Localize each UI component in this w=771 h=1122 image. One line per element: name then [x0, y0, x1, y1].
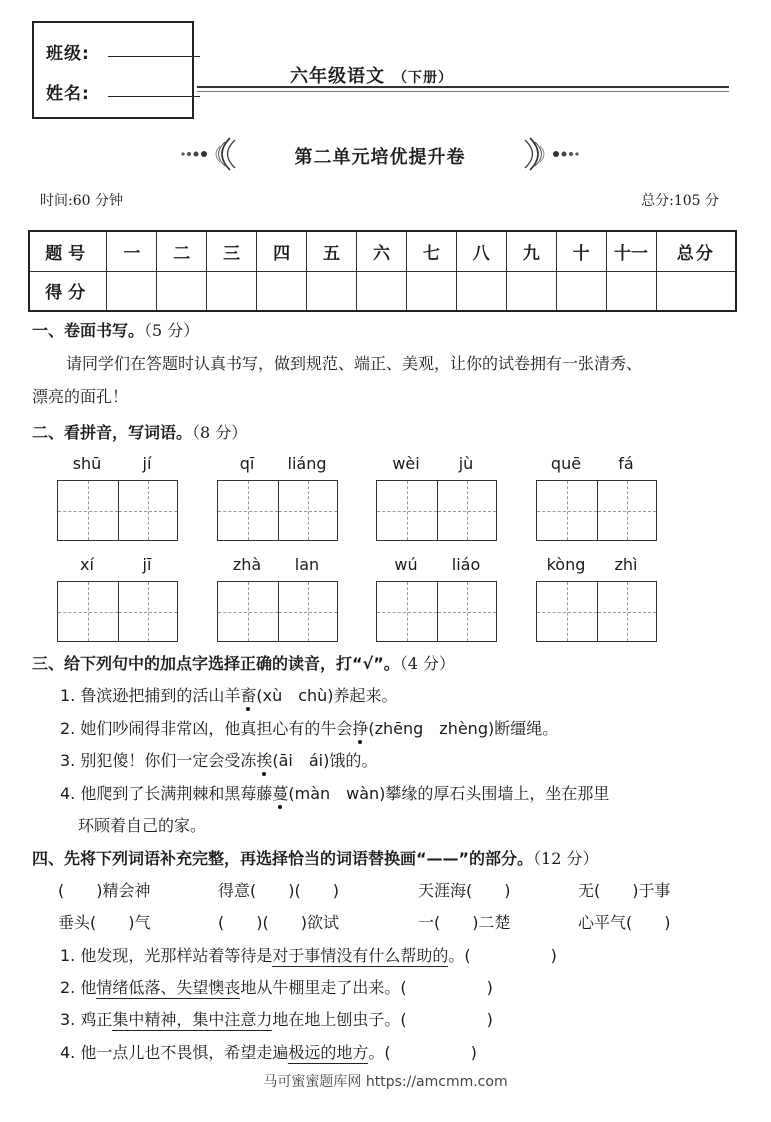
volume-label: （下册）	[393, 70, 453, 86]
score-cell[interactable]	[257, 271, 307, 311]
sentence-text: 4. 他一点儿也不畏惧，希望走遍	[60, 1043, 289, 1062]
score-cell[interactable]	[406, 271, 456, 311]
reading-options[interactable]: (zhēng zhèng)断缰绳。	[368, 719, 559, 738]
q4-title: 四、先将下列词语补充完整，再选择恰当的词语替换画“——”的部分。	[32, 849, 534, 868]
idiom-blank[interactable]: 心平气( )	[578, 913, 671, 932]
reading-options[interactable]: (āi ái)饿的。	[272, 751, 378, 770]
q3-sentence-3	[60, 748, 377, 771]
writing-grid[interactable]	[536, 480, 657, 541]
idiom-blank[interactable]: 一( )二楚	[418, 913, 511, 932]
score-cell[interactable]	[207, 271, 257, 311]
answer-blank[interactable]: 。( )	[368, 1043, 477, 1062]
score-cell[interactable]	[456, 271, 506, 311]
pinyin: lan	[294, 555, 320, 574]
q2-heading	[32, 420, 247, 443]
row-label-questions: 题号	[29, 231, 107, 271]
score-cell-total[interactable]	[656, 271, 736, 311]
pinyin: kòng	[546, 555, 586, 574]
total-score: 总分:105 分	[641, 193, 719, 209]
q4-points: （12 分）	[533, 849, 599, 868]
q3-sentence-4-cont: 环顾着自己的家。	[78, 816, 207, 835]
q3-sentence-4	[60, 781, 609, 804]
q2-points: （8 分）	[192, 423, 248, 442]
writing-grid[interactable]	[376, 581, 497, 642]
score-cell[interactable]	[107, 271, 157, 311]
score-cell[interactable]	[157, 271, 207, 311]
col-header: 九	[506, 231, 556, 271]
score-cell[interactable]	[606, 271, 656, 311]
score-row	[29, 271, 736, 311]
reading-options[interactable]: (màn wàn)攀缘的厚石头围墙上，坐在那里	[288, 784, 610, 803]
dotted-char: 挨	[256, 751, 273, 770]
page-title	[290, 62, 453, 88]
q4-sentence-2	[60, 975, 493, 998]
q3-title: 三、给下列句中的加点字选择正确的读音，打“√”。	[32, 654, 400, 673]
col-header: 二	[157, 231, 207, 271]
sentence-text: 4. 他爬到了长满荆棘和黑莓藤	[60, 784, 273, 803]
class-row	[46, 39, 90, 64]
name-row	[46, 79, 90, 104]
pinyin-group	[57, 454, 178, 541]
pinyin: fá	[618, 454, 634, 473]
col-header: 十一	[606, 231, 656, 271]
pinyin: zhì	[614, 555, 638, 574]
idiom-blank[interactable]: 得意( )( )	[218, 881, 339, 900]
header-background	[200, 20, 730, 84]
answer-blank[interactable]: 地从牛棚里走了出来。( )	[240, 978, 493, 997]
pinyin-group	[376, 555, 497, 642]
pinyin: liáo	[451, 555, 481, 574]
q3-sentence-1	[60, 683, 398, 706]
idiom-blank[interactable]: ( )精会神	[58, 881, 151, 900]
col-header: 三	[207, 231, 257, 271]
col-header: 四	[257, 231, 307, 271]
q4-sentence-1	[60, 943, 557, 966]
unit-banner	[180, 130, 580, 176]
sentence-text: 2. 她们吵闹得非常凶，他真担心有的牛会	[60, 719, 353, 738]
pinyin-group	[536, 454, 657, 541]
col-header: 十	[556, 231, 606, 271]
answer-blank[interactable]: 。( )	[448, 946, 557, 965]
pinyin: jù	[458, 454, 474, 473]
sentence-text: 1. 鲁滨逊把捕到的活山羊	[60, 686, 241, 705]
row-label-score: 得分	[29, 271, 107, 311]
writing-grid[interactable]	[536, 581, 657, 642]
score-cell[interactable]	[307, 271, 357, 311]
underlined-phrase: 极远的地方	[288, 1043, 369, 1062]
q4-sentence-3	[60, 1007, 493, 1030]
student-info-box	[32, 21, 194, 119]
q3-heading	[32, 651, 455, 674]
q1-text-line2: 漂亮的面孔！	[32, 387, 129, 406]
q4-sentence-4	[60, 1040, 477, 1063]
pinyin-group	[217, 555, 338, 642]
underlined-phrase: 对于事情没有什么帮助的	[272, 946, 449, 965]
pinyin: xí	[80, 555, 94, 574]
pinyin: qī	[239, 454, 255, 473]
reading-options[interactable]: (xù chù)养起来。	[256, 686, 398, 705]
idiom-blank[interactable]: 无( )于事	[578, 881, 671, 900]
grade-subject: 六年级语文	[290, 66, 385, 87]
sentence-text: 1. 他发现，光那样站着等待是	[60, 946, 273, 965]
name-blank[interactable]	[108, 79, 200, 97]
q4-heading	[32, 846, 599, 869]
class-blank[interactable]	[108, 39, 200, 57]
score-cell[interactable]	[356, 271, 406, 311]
right-ornament-icon	[520, 134, 580, 174]
underlined-phrase: 集中精神，集中注意力	[112, 1010, 273, 1029]
col-header: 七	[406, 231, 456, 271]
col-header: 五	[307, 231, 357, 271]
pinyin: jī	[142, 555, 152, 574]
pinyin: jí	[142, 454, 152, 473]
writing-grid[interactable]	[57, 581, 178, 642]
q2-title: 二、看拼音，写词语。	[32, 423, 193, 442]
pinyin: zhà	[232, 555, 262, 574]
col-header: 六	[356, 231, 406, 271]
dotted-char: 蔓	[272, 784, 289, 803]
sentence-text: 2. 他	[60, 978, 97, 997]
pinyin-group	[217, 454, 338, 541]
pinyin-group	[57, 555, 178, 642]
q1-text-line1: 请同学们在答题时认真书写，做到规范、端正、美观，让你的试卷拥有一张清秀、	[66, 354, 643, 373]
writing-grid[interactable]	[217, 581, 338, 642]
idiom-blank[interactable]: 垂头( )气	[58, 913, 151, 932]
idiom-blank[interactable]: ( )( )欲试	[218, 913, 339, 932]
writing-grid[interactable]	[217, 480, 338, 541]
col-header-total: 总分	[656, 231, 736, 271]
pinyin-group	[376, 454, 497, 541]
q3-points: （4 分）	[399, 654, 455, 673]
underlined-phrase: 情绪低落、失望懊丧	[96, 978, 241, 997]
q1-title: 一、卷面书写。	[32, 321, 145, 340]
q1-heading	[32, 318, 199, 341]
sentence-text: 3. 鸡正	[60, 1010, 113, 1029]
question-number-row	[29, 231, 736, 271]
pinyin: shū	[72, 454, 102, 473]
pinyin: wèi	[392, 454, 420, 473]
col-header: 八	[456, 231, 506, 271]
score-cell[interactable]	[556, 271, 606, 311]
sentence-text: 3. 别犯傻！你们一定会受冻	[60, 751, 257, 770]
pinyin: quē	[550, 454, 582, 473]
time-limit: 时间:60 分钟	[40, 193, 123, 209]
writing-grid[interactable]	[57, 480, 178, 541]
answer-blank[interactable]: 地在地上刨虫子。( )	[272, 1010, 493, 1029]
idiom-blank[interactable]: 天涯海( )	[418, 881, 511, 900]
footer-watermark: 马可蜜蜜题库网 https://amcmm.com	[263, 1074, 508, 1090]
header-rule	[197, 86, 729, 88]
q1-points: （5 分）	[144, 321, 200, 340]
name-label: 姓名:	[46, 84, 90, 104]
score-cell[interactable]	[506, 271, 556, 311]
q3-sentence-2	[60, 716, 558, 739]
pinyin: wú	[394, 555, 418, 574]
col-header: 一	[107, 231, 157, 271]
unit-title: 第二单元培优提升卷	[294, 147, 466, 168]
class-label: 班级:	[46, 44, 90, 64]
writing-grid[interactable]	[376, 480, 497, 541]
pinyin-group	[536, 555, 657, 642]
pinyin: liáng	[287, 454, 327, 473]
header-rule-thin	[197, 91, 729, 92]
score-table	[28, 230, 737, 312]
dotted-char: 挣	[352, 719, 369, 738]
dotted-char: 畜	[240, 686, 257, 705]
